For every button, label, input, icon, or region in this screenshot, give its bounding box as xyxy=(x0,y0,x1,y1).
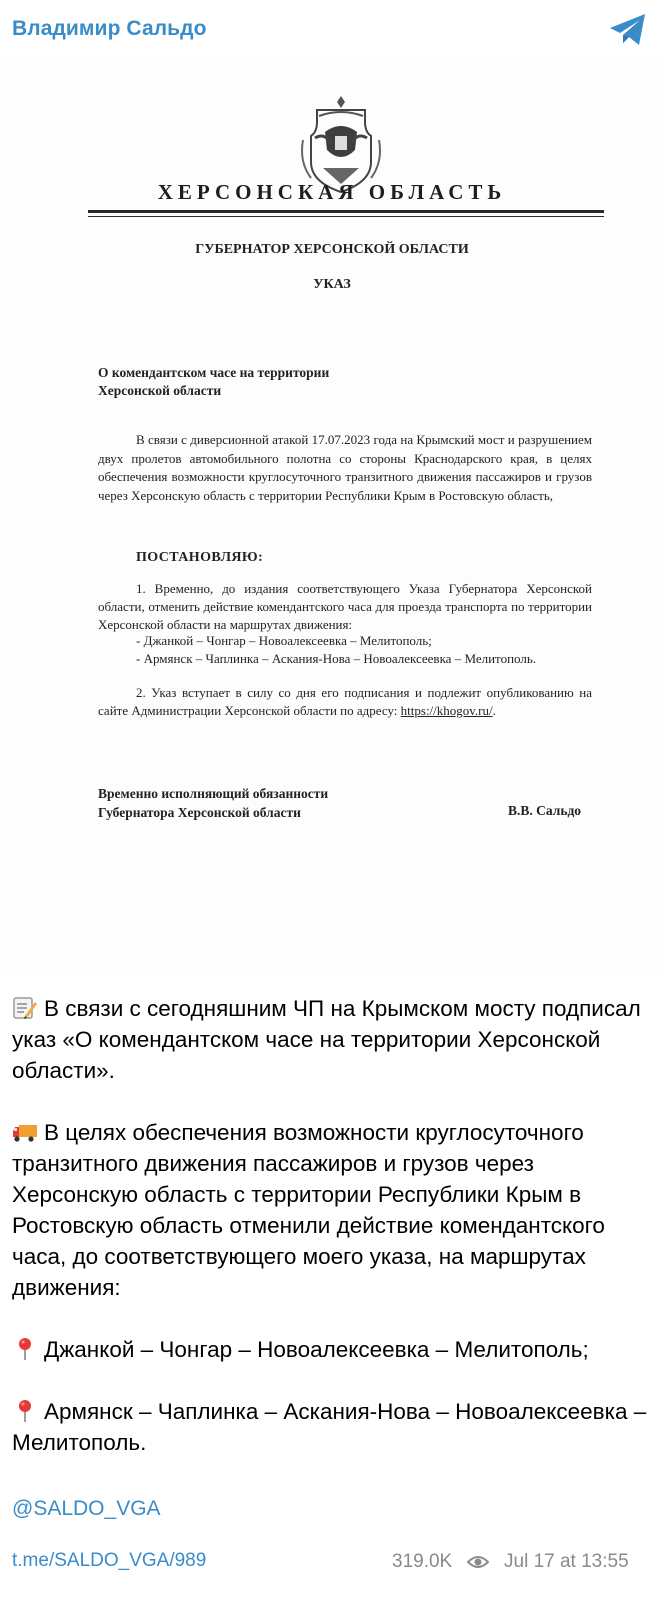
document-decree-word: ПОСТАНОВЛЯЮ: xyxy=(136,550,264,565)
channel-header xyxy=(0,0,664,62)
post-paragraph-3 xyxy=(12,1334,652,1365)
document-point-1: 1. Временно, до издания соответствующего Указа Губернатора Херсонской области, отменить действие комендантского часа для проезда транспорта по территории Херсонской области на маршрутах движения: xyxy=(98,581,592,632)
post-link[interactable]: t.me/SALDO_VGA/989 xyxy=(12,1550,207,1571)
eye-icon xyxy=(467,1554,489,1570)
document-rule xyxy=(88,210,604,213)
document-signatory-role xyxy=(98,784,418,822)
post-paragraph-3-text: Джанкой – Чонгар – Новоалексеевка – Мелитополь; xyxy=(44,1337,589,1362)
document-rule-thin xyxy=(88,216,604,217)
document-signatory-role-line2: Губернатора Херсонской области xyxy=(98,805,301,820)
memo-icon xyxy=(12,996,38,1020)
post-paragraph-1-text: В связи с сегодняшним ЧП на Крымском мосту подписал указ «О комендантском часе на территории Херсонской области». xyxy=(12,996,641,1083)
document-signatory-name: В.В. Сальдо xyxy=(508,803,582,818)
post-paragraph-2 xyxy=(12,1117,652,1303)
document-route-2: - Армянск – Чаплинка – Аскания-Нова – Новоалексеевка – Мелитополь. xyxy=(136,651,537,666)
paragraph-gap xyxy=(12,1086,652,1117)
document-region: ХЕРСОНСКАЯ ОБЛАСТЬ xyxy=(157,180,507,204)
document-subject xyxy=(98,364,398,400)
post-paragraph-2-text: В целях обеспечения возможности круглосуточного транзитного движения пассажиров и грузов через Херсонскую область с территории Республики Крым в Ростовскую область отменили действие комендантского часа, до соответствующего моего указа, на маршрутах движения: xyxy=(12,1120,605,1300)
paragraph-gap xyxy=(12,1365,652,1396)
document-page xyxy=(0,62,664,976)
document-type: УКАЗ xyxy=(313,277,351,292)
document-photo[interactable] xyxy=(0,62,664,976)
paragraph-gap xyxy=(12,1303,652,1334)
post-paragraph-4 xyxy=(12,1396,652,1458)
channel-mention-link[interactable]: @SALDO_VGA xyxy=(12,1497,161,1520)
document-subject-line2: Херсонской области xyxy=(98,383,222,398)
post-paragraph-1 xyxy=(12,993,652,1086)
post-date: Jul 17 at 13:55 xyxy=(504,1551,629,1572)
view-count: 319.0K xyxy=(392,1551,453,1572)
document-subject-line1: О комендантском часе на территории xyxy=(98,365,330,380)
document-signatory-role-line1: Временно исполняющий обязанности xyxy=(98,786,329,801)
document-site-link-suffix: . xyxy=(492,703,496,718)
post-paragraph-4-text: Армянск – Чаплинка – Аскания-Нова – Новоалексеевка – Мелитополь. xyxy=(12,1399,647,1455)
telegram-icon[interactable] xyxy=(608,12,648,48)
document-point-2-text: 2. Указ вступает в силу со дня его подписания и подлежит опубликованию на сайте Администрации Херсонской области по адресу: xyxy=(98,685,592,718)
document-preamble: В связи с диверсионной атакой 17.07.2023 года на Крымский мост и разрушением двух пролетов автомобильного полотна со стороны Краснодарского края, в целях обеспечения возможности круглосуточного транзитного движения пассажиров и грузов через Херсонскую область с территории Республики Крым в Ростовскую область, xyxy=(98,432,592,503)
document-point-2 xyxy=(98,684,592,720)
document-site-link: https://khogov.ru/ xyxy=(400,703,493,718)
delivery-truck-icon xyxy=(12,1120,38,1144)
round-pushpin-icon xyxy=(12,1337,38,1361)
round-pushpin-icon xyxy=(12,1399,38,1423)
channel-name[interactable]: Владимир Сальдо xyxy=(12,17,207,40)
document-route-1: - Джанкой – Чонгар – Новоалексеевка – Мелитополь; xyxy=(136,633,432,648)
post-footer xyxy=(0,1548,664,1578)
document-title: ГУБЕРНАТОР ХЕРСОНСКОЙ ОБЛАСТИ xyxy=(195,242,469,257)
post-text xyxy=(12,993,652,1458)
